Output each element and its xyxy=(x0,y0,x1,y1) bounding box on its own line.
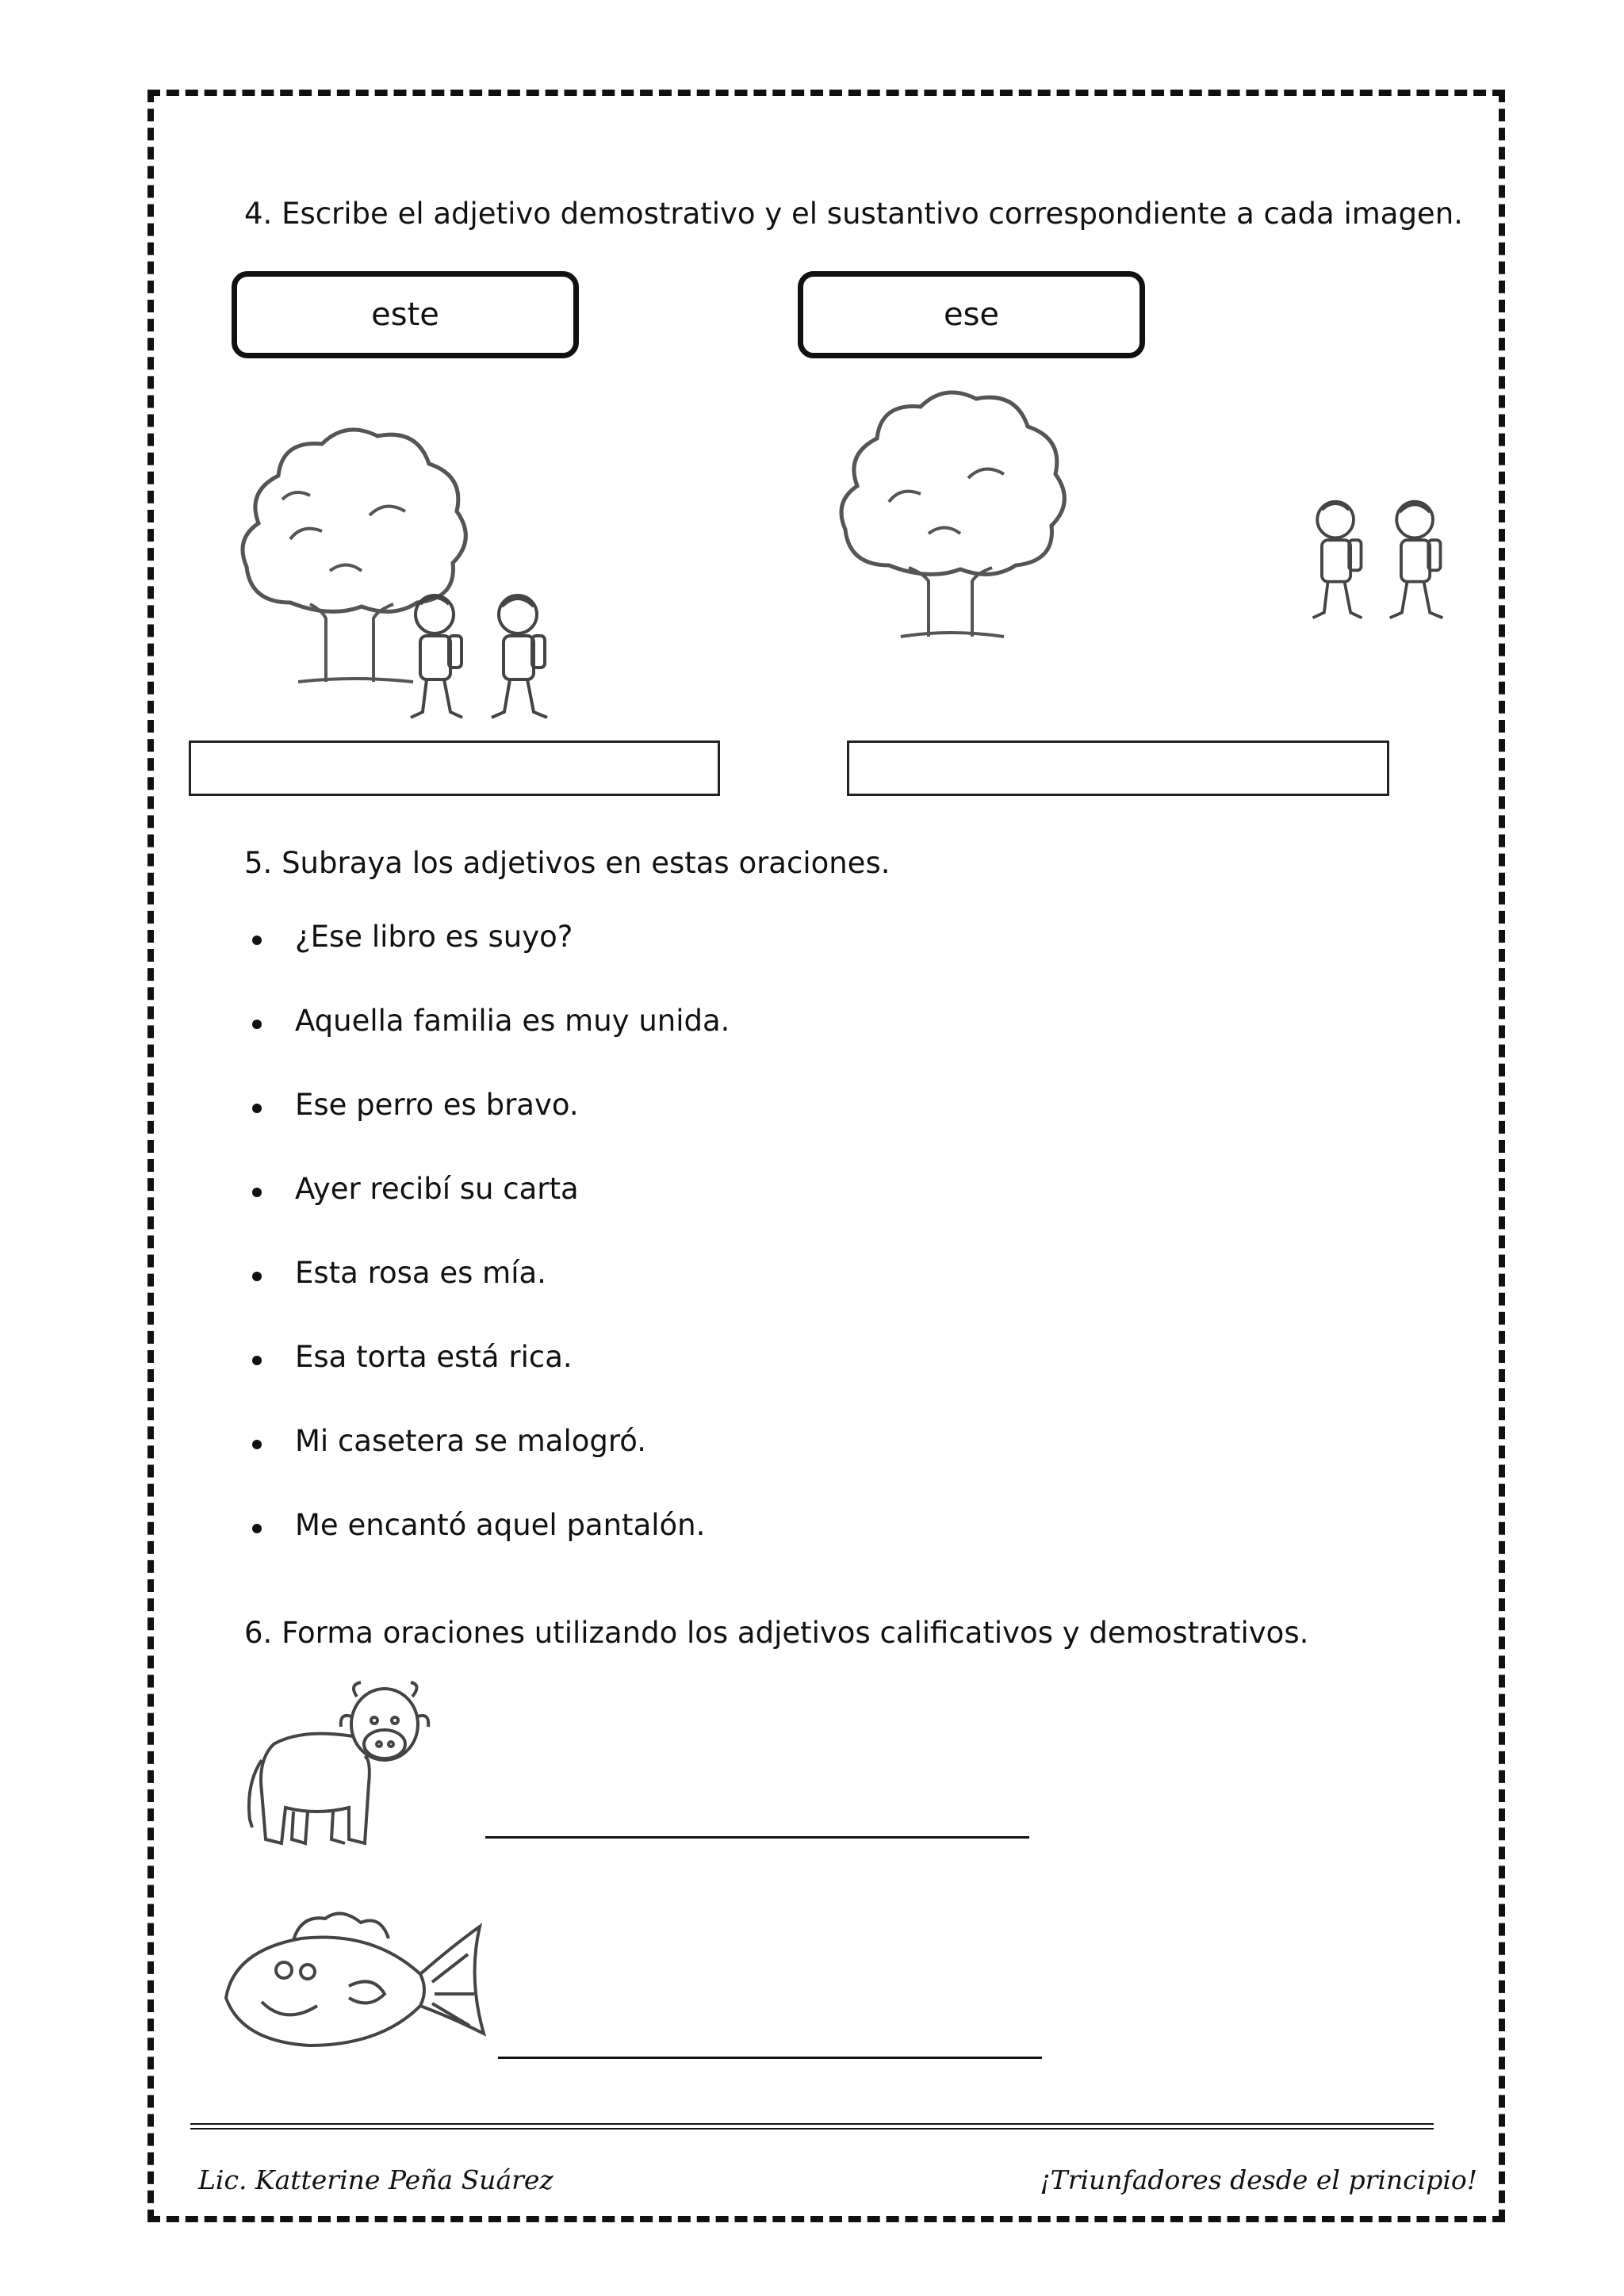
footer-motto: ¡Triunfadores desde el principio! xyxy=(1040,2164,1477,2195)
footer-divider xyxy=(190,2123,1434,2130)
exercise-4-title: 4. Escribe el adjetivo demostrativo y el sustantivo correspondiente a cada imagen. xyxy=(244,197,1463,231)
bullet xyxy=(252,1524,262,1533)
footer-author: Lic. Katterine Peña Suárez xyxy=(198,2164,553,2195)
answer-box-ese[interactable] xyxy=(847,740,1389,796)
demonstrative-box-este xyxy=(232,271,579,358)
sentence-item: ¿Ese libro es suyo? xyxy=(295,920,573,954)
page-border xyxy=(147,90,1505,2222)
sentence-item: Ayer recibí su carta xyxy=(295,1172,579,1206)
cow-icon xyxy=(238,1681,436,1859)
demonstrative-label-este: este xyxy=(371,297,439,333)
exercise-5-title: 5. Subraya los adjetivos en estas oraciones. xyxy=(244,846,891,880)
demonstrative-label-ese: ese xyxy=(943,297,1000,333)
exercise-6-title: 6. Forma oraciones utilizando los adjetivos calificativos y demostrativos. xyxy=(244,1616,1309,1650)
bullet xyxy=(252,1104,262,1113)
sentence-item: Esa torta está rica. xyxy=(295,1340,573,1374)
bullet xyxy=(252,1440,262,1449)
answer-box-este[interactable] xyxy=(189,740,720,796)
sentence-item: Esta rosa es mía. xyxy=(295,1256,546,1290)
tree-icon xyxy=(829,387,1067,641)
answer-line-cow[interactable] xyxy=(485,1836,1029,1839)
bullet xyxy=(252,1356,262,1365)
sentence-item: Mi casetera se malogró. xyxy=(295,1424,647,1458)
sentence-item: Ese perro es bravo. xyxy=(295,1088,579,1122)
fish-icon xyxy=(214,1907,488,2061)
demonstrative-box-ese xyxy=(798,271,1145,358)
bullet xyxy=(252,936,262,945)
children-walking-icon xyxy=(403,587,569,725)
bullet xyxy=(252,1020,262,1029)
answer-line-fish[interactable] xyxy=(498,2057,1042,2059)
children-walking-icon xyxy=(1305,490,1464,629)
sentence-item: Aquella familia es muy unida. xyxy=(295,1004,730,1038)
bullet xyxy=(252,1188,262,1197)
sentence-item: Me encantó aquel pantalón. xyxy=(295,1508,706,1542)
bullet xyxy=(252,1272,262,1281)
